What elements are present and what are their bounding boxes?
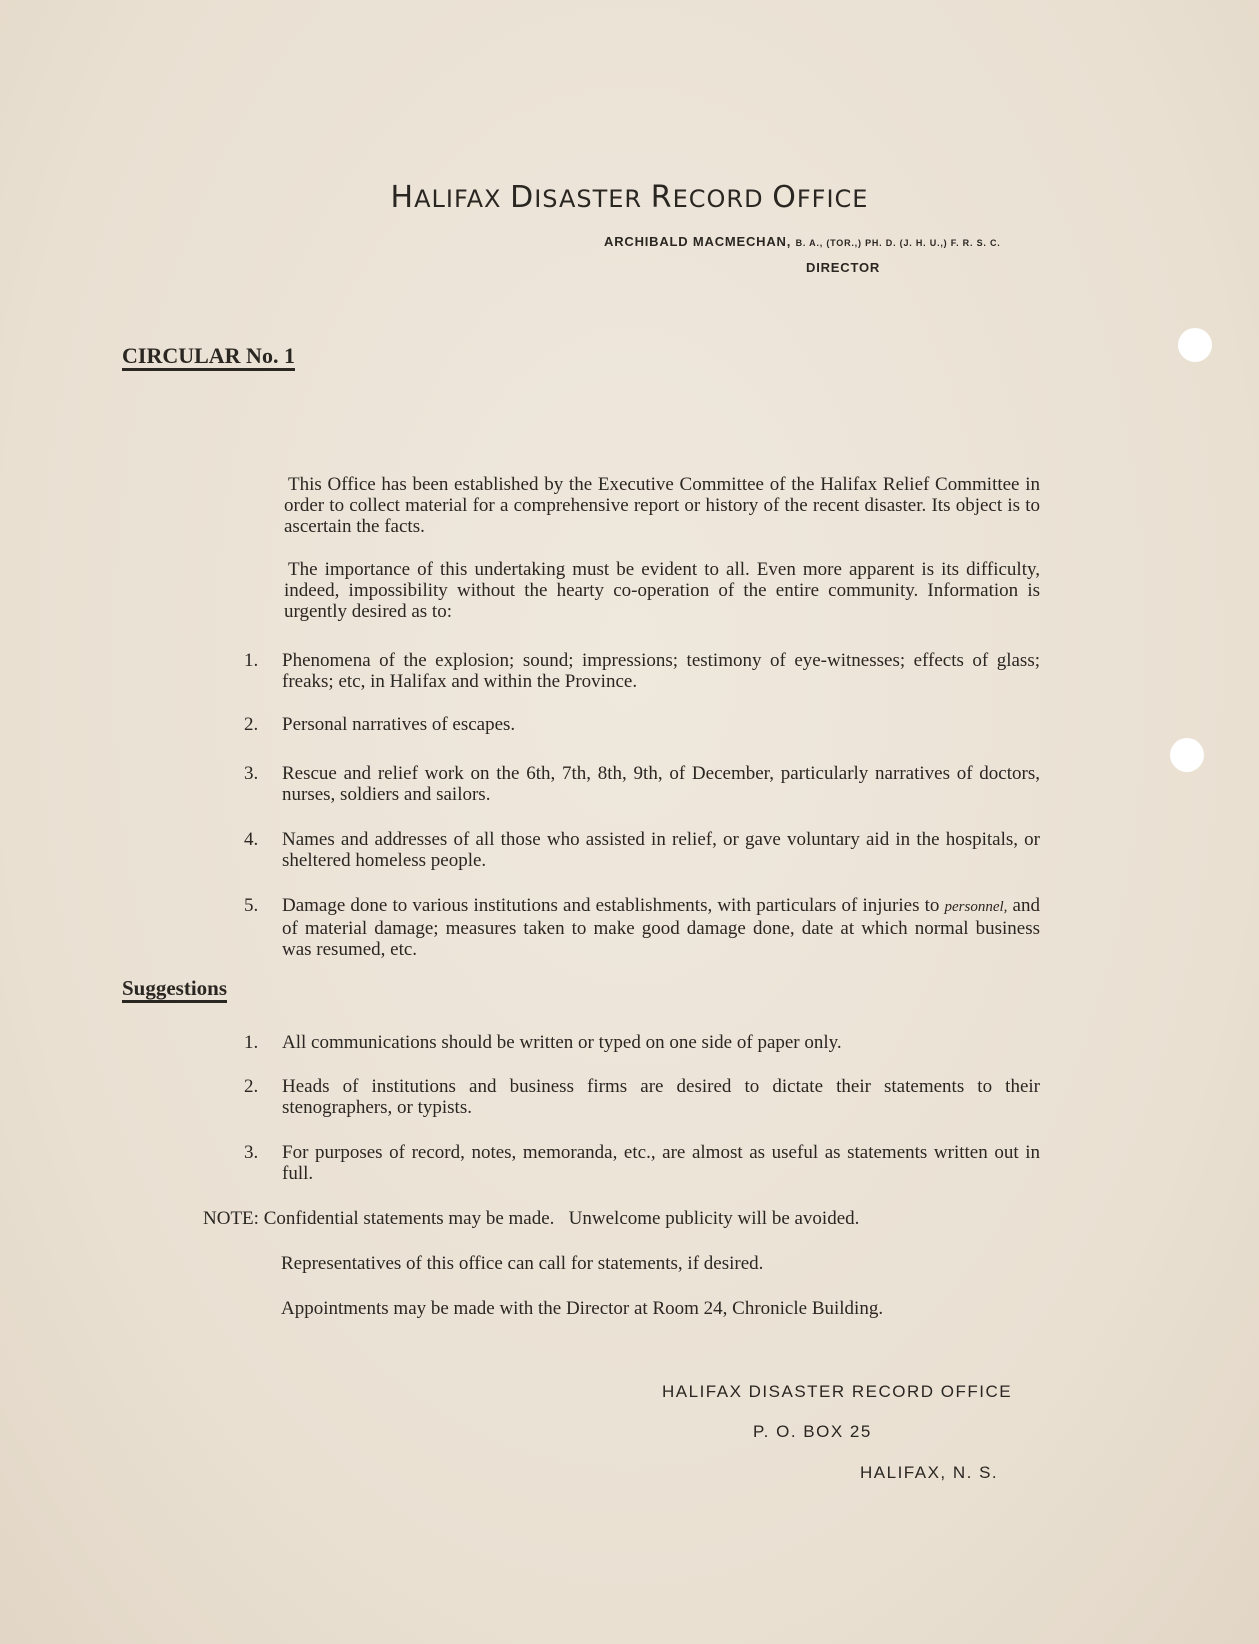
- list-item: 5. Damage done to various institutions and establishments, with particulars of injuries to personnel, and of material damage; measures taken to make good damage done, date at which normal business was resumed, etc.: [244, 895, 1040, 960]
- footer-box: P. O. BOX 25: [753, 1422, 872, 1441]
- letterhead-title: HALIFAX DISASTER RECORD OFFICE: [390, 180, 869, 215]
- punch-hole: [1178, 328, 1212, 362]
- list-item: 2. Personal narratives of escapes.: [244, 714, 516, 735]
- circular-heading: CIRCULAR No. 1: [122, 344, 295, 371]
- list-item: 3. Rescue and relief work on the 6th, 7th, 8th, 9th, of December, particularly narratives of doctors, nurses, soldiers and sailors.: [244, 763, 1040, 805]
- punch-hole: [1170, 738, 1204, 772]
- footer-office: HALIFAX DISASTER RECORD OFFICE: [662, 1382, 1013, 1401]
- footer-city: HALIFAX, N. S.: [860, 1463, 999, 1482]
- director-line: ARCHIBALD MACMECHAN, B. A., (TOR.,) PH. D. (J. H. U.,) F. R. S. C.: [604, 234, 1001, 249]
- suggestion-item: 2. Heads of institutions and business firms are desired to dictate their statements to their stenographers, or typists.: [244, 1076, 1040, 1118]
- suggestions-heading: Suggestions: [122, 976, 227, 1003]
- note: NOTE: Confidential statements may be made. Unwelcome publicity will be avoided.: [203, 1208, 860, 1229]
- list-item: 1. Phenomena of the explosion; sound; impressions; testimony of eye-witnesses; effects of glass; freaks; etc, in Halifax and within the Province.: [244, 650, 1040, 692]
- suggestion-item: 3. For purposes of record, notes, memoranda, etc., are almost as useful as statements written out in full.: [244, 1142, 1040, 1184]
- paragraph: This Office has been established by the Executive Committee of the Halifax Relief Committee in order to collect material for a comprehensive report or history of the recent disaster. Its object is to ascertain the facts.: [284, 474, 1040, 537]
- appointments-note: Appointments may be made with the Director at Room 24, Chronicle Building.: [281, 1298, 884, 1319]
- list-item: 4. Names and addresses of all those who assisted in relief, or gave voluntary aid in the hospitals, or sheltered homeless people.: [244, 829, 1040, 871]
- suggestion-item: 1. All communications should be written or typed on one side of paper only.: [244, 1032, 842, 1053]
- representatives-note: Representatives of this office can call for statements, if desired.: [281, 1253, 764, 1274]
- director-title: DIRECTOR: [806, 260, 881, 275]
- paragraph: The importance of this undertaking must be evident to all. Even more apparent is its difficulty, indeed, impossibility without the hearty co-operation of the entire community. Information is urgently desired as to:: [284, 559, 1040, 622]
